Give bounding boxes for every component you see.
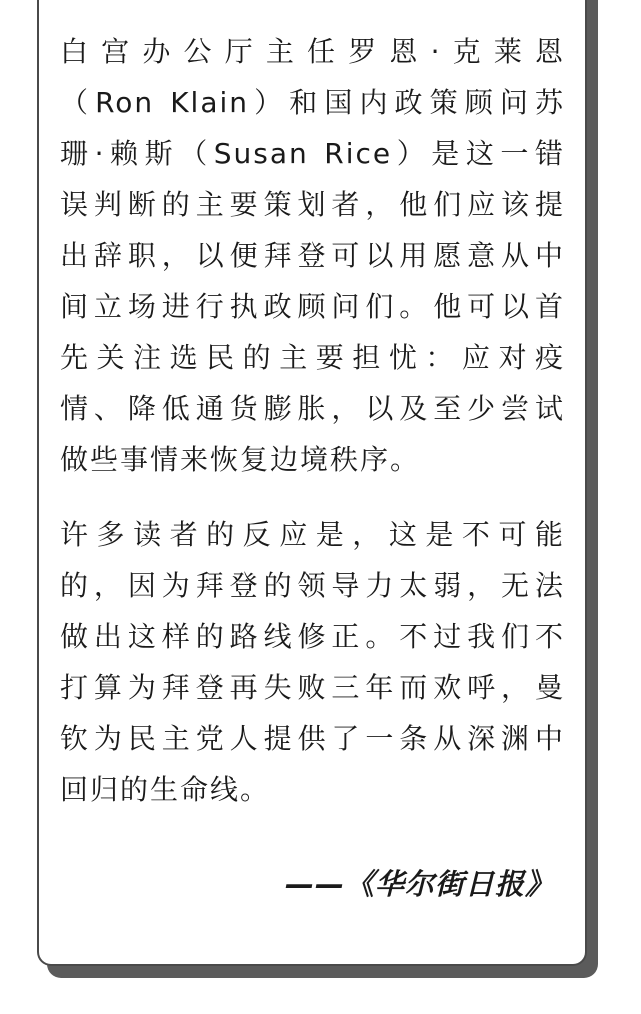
paragraph-1: [60, 26, 565, 485]
text-line: 间立场进行执政顾问们。他可以首: [60, 290, 565, 323]
text-line: 打算为拜登再失败三年而欢呼，曼: [60, 671, 565, 704]
text-line: 白宫办公厅主任罗恩·克莱恩: [60, 35, 565, 68]
text-line: 情、降低通货膨胀，以及至少尝试: [60, 392, 565, 425]
text-line: 回归的生命线。: [60, 773, 271, 806]
text-line: （Ron Klain）和国内政策顾问苏: [60, 86, 565, 119]
source-attribution: ——《华尔街日报》: [284, 867, 555, 901]
paragraph-2: [60, 509, 565, 815]
paragraph-gap: [60, 485, 565, 509]
text-line: 钦为民主党人提供了一条从深渊中: [60, 722, 565, 755]
text-line: 做些事情来恢复边境秩序。: [60, 443, 421, 476]
text-line: 误判断的主要策划者，他们应该提: [60, 188, 565, 221]
article-body: [60, 26, 565, 815]
text-line: 许多读者的反应是，这是不可能: [60, 518, 565, 551]
text-line: 出辞职，以便拜登可以用愿意从中: [60, 239, 565, 272]
text-line: 做出这样的路线修正。不过我们不: [60, 620, 565, 653]
text-line: 先关注选民的主要担忧：应对疫: [60, 341, 565, 374]
text-line: 珊·赖斯（Susan Rice）是这一错: [60, 137, 565, 170]
text-line: 的，因为拜登的领导力太弱，无法: [60, 569, 565, 602]
